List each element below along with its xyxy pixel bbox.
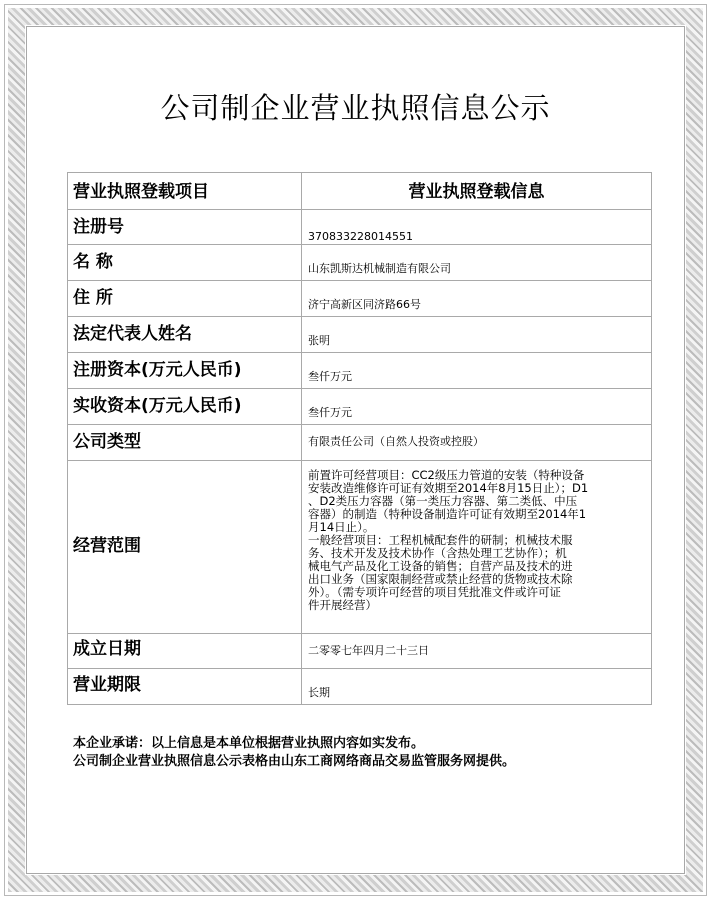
row-label: 注册号 [73, 217, 124, 237]
row-label-cell [68, 210, 302, 245]
row-value: 山东凯斯达机械制造有限公司 [308, 262, 451, 275]
table-row-registered-capital [68, 353, 652, 389]
row-value: 叁仟万元 [308, 370, 352, 383]
row-value: 前置许可经营项目：CC2级压力管道的安装（特种设备 安装改造维修许可证有效期至2014年8月15日止）；D1 、D2类压力容器（第一类压力容器、第二类低、中压 容器）的制造（特种设备制造许可证有效期至2014年1 月14日止）。 一般经营项目：工程机械配套件的研制；机械技术服 务、技术开发及技术协作（含热处理工艺协作）；机 械电气产品及化工设备的销售；自营产品及技术的进 出口业务（国家限制经营或禁止经营的货物或技术除 外）。（需专项许可经营的项目凭批准文件或许可证 件开展经营） [308, 468, 589, 612]
row-value-cell [302, 634, 652, 669]
header-info-label: 营业执照登载信息 [408, 182, 545, 202]
row-value-cell [302, 281, 652, 317]
table-row-company-type [68, 425, 652, 461]
row-label: 名 称 [73, 252, 113, 272]
row-value: 二零零七年四月二十三日 [308, 644, 429, 657]
row-label: 住 所 [73, 288, 113, 308]
row-label-cell [68, 245, 302, 281]
row-value-cell [302, 317, 652, 353]
table-row-paid-in-capital [68, 389, 652, 425]
table-row-business-scope [68, 461, 652, 634]
table-row-name [68, 245, 652, 281]
footer-source: 公司制企业营业执照信息公示表格由山东工商网络商品交易监管服务网提供。 [73, 754, 516, 769]
row-label-cell [68, 281, 302, 317]
table-row-business-term [68, 669, 652, 705]
row-value: 370833228014551 [308, 230, 413, 243]
row-value-cell [302, 353, 652, 389]
row-label: 实收资本(万元人民币) [73, 396, 242, 416]
row-value: 济宁高新区同济路66号 [308, 298, 421, 311]
row-label: 经营范围 [73, 536, 141, 556]
row-value: 长期 [308, 686, 330, 699]
row-label-cell [68, 634, 302, 669]
table-row-establishment-date [68, 634, 652, 669]
table-row-registration-number [68, 210, 652, 245]
page-title: 公司制企业营业执照信息公示 [160, 91, 551, 125]
row-label-cell [68, 317, 302, 353]
row-label: 公司类型 [73, 432, 141, 452]
table-row-address [68, 281, 652, 317]
row-value-cell [302, 245, 652, 281]
header-cell-info [302, 173, 652, 210]
row-label-cell [68, 669, 302, 705]
row-value-cell [302, 210, 652, 245]
row-label-cell [68, 461, 302, 634]
row-label: 成立日期 [73, 639, 141, 659]
license-info-table [67, 172, 652, 705]
row-label: 注册资本(万元人民币) [73, 360, 242, 380]
row-value-cell [302, 461, 652, 634]
header-item-label: 营业执照登载项目 [73, 182, 209, 202]
row-label-cell [68, 353, 302, 389]
table-header-row [68, 173, 652, 210]
row-label-cell [68, 425, 302, 461]
row-value-cell [302, 389, 652, 425]
row-value-cell [302, 669, 652, 705]
row-value: 张明 [308, 334, 330, 347]
row-value-cell [302, 425, 652, 461]
row-label: 营业期限 [73, 675, 141, 695]
table-row-legal-representative [68, 317, 652, 353]
row-label: 法定代表人姓名 [73, 324, 192, 344]
row-value: 叁仟万元 [308, 406, 352, 419]
row-label-cell [68, 389, 302, 425]
footer-commitment: 本企业承诺：以上信息是本单位根据营业执照内容如实发布。 [73, 736, 425, 751]
row-value: 有限责任公司（自然人投资或控股） [308, 435, 484, 448]
header-cell-item [68, 173, 302, 210]
